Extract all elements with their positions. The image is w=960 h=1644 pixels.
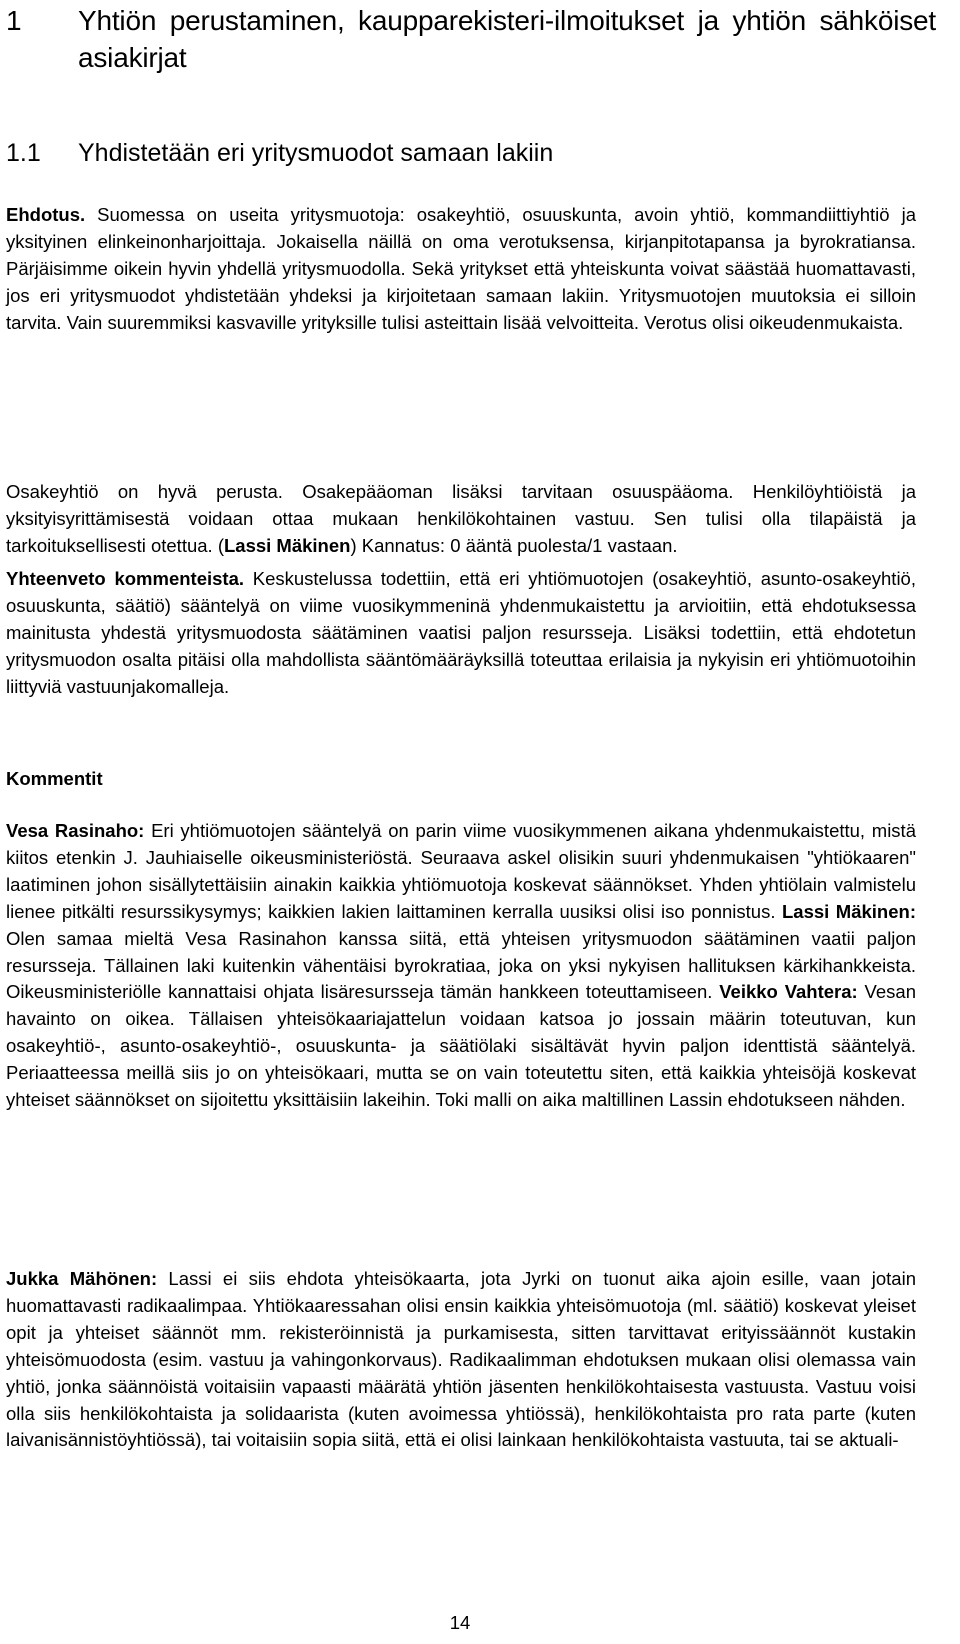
chapter-number: 1 <box>6 5 22 36</box>
commenter-name: Lassi Mäkinen: <box>781 900 916 922</box>
chapter-heading <box>6 2 936 76</box>
section-heading <box>6 137 553 169</box>
commenter-name: Vesa Rasinaho: <box>6 820 145 841</box>
comment-text: Lassi ei siis ehdota yhteisökaarta, jota Jyrki on tuonut aika ajoin esille, vaan jotain huomattavasti radikaalimpaa. Yhtiökaaressahan olisi ensin kaikkia yhteisömuotoja (ml. säätiö) koskevat yleiset opit ja yhteiset säännöt mm. rekisteröinnistä ja purkamisesta, sitten tarvittavat erityissäännöt kustakin yhteisömuodosta (esim. vastuu ja vahingonkorvaus). Radikaalimman ehdotuksen mukaan olisi olemassa vain yhtiö, jonka säännöistä voitaisiin vapaasti määrätä yhtiön jäsenten henkilökohtaisesta vastuusta. Vastuu voisi olla siis henkilökohtaista ja solidaarista (kuten avoimessa yhtiössä), henkilökohtaista pro rata parte (kuten laivanisännistöyhtiössä), tai voitaisiin sopia siitä, että ei olisi lainkaan henkilökohtaista vastuuta, tai se aktuali- <box>6 1268 916 1451</box>
paragraph-text-a: Osakeyhtiö on hyvä perusta. Osakepääoman lisäksi tarvitaan osuuspääoma. Henkilöyhtiöistä ja yksityisyrittämisestä voidaan ottaa mukaan henkilökohtainen vastuu. Sen tulisi olla tilapäistä ja tarkoituksellisesti otettua. ( <box>6 481 916 556</box>
paragraph-text-b: ) Kannatus: 0 ääntä puolesta/1 vastaan. <box>350 534 678 556</box>
proposal-text: Suomessa on useita yritysmuotoja: osakeyhtiö, osuuskunta, avoin yhtiö, kommandiittiyhtiö ja yksityinen elinkeinonharjoittaja. Jokaisella näillä on oma verotuksensa, kirjanpitotapansa ja byrokratiansa. Pärjäisimme oikein hyvin yhdellä yritysmuodolla. Sekä yritykset että yhteiskunta voivat säästää huomattavasti, jos eri yritysmuodot yhdistetään yhdeksi ja kirjoitetaan samaan lakiin. Yritysmuotojen muutoksia ei silloin tarvita. Vain suuremmiksi kasvaville yrityksille tulisi asteittain lisää velvoitteita. Verotus olisi oikeudenmukaista. <box>6 204 916 333</box>
comment-text: Olen samaa mieltä Vesa Rasinahon kanssa siitä, että yhteisen yritysmuodon säätäminen vaatii paljon resursseja. Tällainen laki kuitenkin vähentäisi byrokratiaa, joka on yksi nykyisen hallituksen kärkihankkeista. Oikeusministeriölle kannattaisi ohjata lisäresursseja tämän hankkeen toteuttamiseen. <box>6 927 916 1003</box>
commenter-name: Jukka Mähönen: <box>6 1268 158 1289</box>
comment-paragraph <box>6 818 916 1114</box>
chapter-title: Yhtiön perustaminen, kaupparekisteri-ilmoitukset ja yhtiön sähköiset asiakirjat <box>78 5 936 73</box>
comment-text: Eri yhtiömuotojen sääntelyä on parin viime vuosikymmenen aikana yhdenmukaistettu, mistä kiitos etenkin J. Jauhiaiselle oikeusministeriöstä. Seuraava askel olisikin suuri yhdenmukaisen "yhtiökaaren" laatiminen johon sisällytettäisiin ainakin kaikkia yhtiömuotoja koskevat säännökset. Yhden yhtiölain valmistelu lienee pitkälti resurssikysymys; kaikkien lakien laittaminen kerralla uusiksi olisi iso ponnistus. <box>6 820 916 922</box>
proposal-paragraph-2 <box>6 479 916 560</box>
comments-heading: Kommentit <box>6 768 103 789</box>
comment-text: Vesan havainto on oikea. Tällaisen yhteisökaariajattelun voidaan katsoa jo jossain määrin toteutuvan, kun osakeyhtiö-, asunto-osakeyhtiö-, osuuskunta- ja säätiölaki sisältävät hyvin paljon identtistä sääntelyä. Periaatteessa meillä siis jo on yhteisökaari, mutta se on vain toteutettu siten, että kaikkia yhteisöjä koskevat yhteiset säännökset on sijoitettu yksittäisiin lakeihin. Toki malli on aika maltillinen Lassin ehdotukseen nähden. <box>6 981 916 1111</box>
summary-label: Yhteenveto kommenteista. <box>6 568 244 589</box>
summary-text: Keskustelussa todettiin, että eri yhtiömuotojen (osakeyhtiö, asunto-osakeyhtiö, osuuskunta, säätiö) sääntelyä on viime vuosikymmeninä yhdenmukaistettu ja arvioitiin, että ehdotuksessa mainitusta yhdestä yritysmuodosta säätäminen vaatisi paljon resursseja. Lisäksi todettiin, että ehdotetun yritysmuodon osalta pitäisi olla mahdollista sääntömääräyksillä toteuttaa erilaisia ja nykyisin eri yhtiömuotoihin liittyviä vastuunjakomalleja. <box>6 568 916 697</box>
proposal-paragraph <box>6 202 916 337</box>
proposal-label: Ehdotus. <box>6 204 86 225</box>
summary-paragraph <box>6 566 916 701</box>
section-title: Yhdistetään eri yritysmuodot samaan lakiin <box>78 139 554 167</box>
author-name: Lassi Mäkinen <box>223 534 351 556</box>
section-number: 1.1 <box>6 139 41 167</box>
page-number: 14 <box>449 1612 471 1633</box>
comment-paragraph-2 <box>6 1266 916 1454</box>
commenter-name: Veikko Vahtera: <box>719 981 858 1003</box>
